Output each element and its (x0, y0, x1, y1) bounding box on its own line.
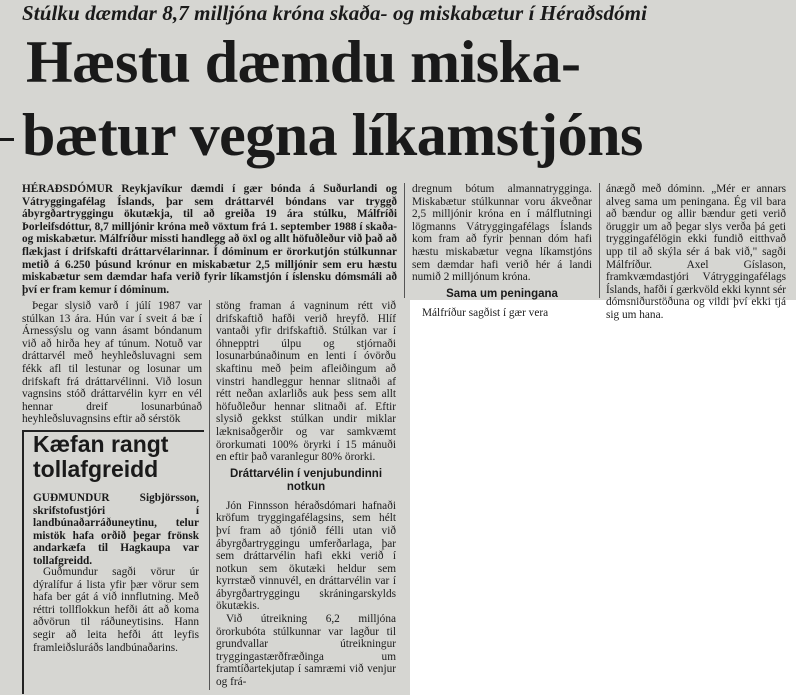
ingress-text: HÉRAÐSDÓMUR Reykjavíkur dæmdi í gær bónda á Suðurlandi og Vátryggingafélag Íslands, þar sem dráttarvél bóndans var tryggð ábyrgðartryggingu ökutækja, til að greiða 19 ára stúlku, Málfríði Þorleifsdóttur, 8,7 milljónir króna með vöxtum frá 1. september 1988 í skaða- og miskabætur. Málfríður missti handlegg að öxl og allt höfuðleður við það að flækjast í drifskafti dráttarvélarinnar. Í dóminum er örorkutjón stúlkunnar metið á 6.250 þúsund krónur en miskabætur 2,5 milljónir sem eru hæstu miskabætur sem dæmdar hafa verið fyrir líkamstjón í íslensku dómsmáli að því er fram kemur í dóminum. (22, 183, 397, 296)
ingress-paragraph (22, 183, 397, 296)
column-4-text: ánægð með dóminn. „Mér er annars alveg sama um peningana. Ég vil bara að bændur og allir bændur geti verið öruggir um að þegar slys verða þá geti tryggingafélögin ekki fundið eitthvað upp til að skýla sér á bak við," sagði Málfríður. Axel Gíslason, framkvæmdastjóri Vátryggingafélags Íslands, hafði í gærkvöld ekki kynnt sér dómsniðurstöðuna og vildi því ekki tjá sig um hana. (606, 183, 786, 321)
margin-dash (0, 138, 14, 141)
headline-line-2: bætur vegna líkamstjóns (22, 102, 643, 168)
kicker-headline: Stúlku dæmdar 8,7 milljóna króna skaða- og miskabætur í Héraðsdómi (22, 1, 648, 25)
headline-line-1: Hæstu dæmdu miska- (26, 29, 581, 95)
sidebar-title-line-1: Kæfan rangt (33, 431, 169, 457)
sidebar-body-text: Guðmundur sagði vörur úr dýralífur á lista yfir þær vörur sem hafa ber gát á við innflutning. Með réttri tollflokkun hefði átt að koma aðvörun til ráðuneytisins. Hann segir að leita hefði átt leyfis framleiðsluráðs landbúnaðarins. (33, 566, 199, 654)
sidebar-body (33, 566, 199, 654)
column-1 (22, 300, 202, 426)
column-rule-2 (404, 183, 405, 298)
column-2-text-c: Við útreikning 6,2 milljóna örorkubóta stúlkunnar var lagður til grundvallar útreikningur tryggingastærðfræðinga um framtíðartekjutap í samræmi við venjur og frá- (216, 613, 396, 689)
column-rule-3 (599, 183, 600, 298)
column-3-text: dregnum bótum almannatrygginga. Miskabætur stúlkunnar voru ákveðnar 2,5 milljónir króna en í málflutningi lögmanns Vátryggingafélags Íslands kom fram að fyrir þennan dóm hafi hæstu miskabætur vegna líkamstjóns sem dæmdar hafi verið hér á landi numið 2 milljónum króna. (412, 183, 592, 284)
column-1-text: Þegar slysið varð í júlí 1987 var stúlkan 13 ára. Hún var í sveit á bæ í Árnessýslu og vann ásamt bóndanum við að hirða hey af túnum. Notuð var dráttarvél með heyhleðsluvagni sem fékk afl til lestunar og losunar um drifskaft frá dráttarvélinni. Við losun vagnsins stóð dráttarvélin kyrr en vél hennar dreif losunarbúnað heyhleðsluvagnsins eftir að sérstök (22, 300, 202, 426)
column-rule-1 (209, 300, 210, 690)
sidebar-title-line-2: tollafgreidd (33, 456, 159, 482)
column-2-text-b: Jón Finnsson héraðsdómari hafnaði kröfum tryggingafélagsins, sem hélt því fram að tjónið félli utan við ábyrgðartryggingu umferðarlaga, þar sem dráttarvélin hafi ekki verið í notkun sem ökutæki heldur sem kyrrstæð vinnuvél, en dráttarvélin var í ábyrgðartryggingu skráningarskylds ökutækis. (216, 499, 396, 613)
column-2 (216, 300, 396, 689)
column-2-text: stöng framan á vagninum rétt við drifskaftið hafði verið hreyfð. Hlíf vantaði yfir drifskaftið. Stúlkan var í óhnepptri úlpu og stjórnaði losunarbúnaðinum en lenti í óvörðu skaftinu með þeim afleiðingum að vinstri handleggur hennar slitnaði af rétt neðan axlarliðs auk þess sem allt höfuðleður hennar slitnaði af. Eftir slysið gekkst stúlkan undir miklar læknisaðgerðir og var samkvæmt örorkumati 100% öryrki í 15 mánuði en eftir það varanlegur 80% örorki. (216, 300, 396, 464)
column-3 (412, 183, 592, 319)
column-3-subheading: Sama um peningana (446, 287, 558, 300)
sidebar-lead: GUÐMUNDUR Sigbjörsson, skrifstofustjóri í landbúnaðarráðuneytinu, telur mistök hafa orðið þegar frönsk andarkæfa til Hagkaupa var tollafgreidd. (33, 492, 199, 567)
column-4 (606, 183, 786, 322)
column-2-subheading: Dráttarvélin í venjubundinni notkun (229, 467, 383, 493)
column-3-text-b: Málfríður sagðist í gær vera (422, 306, 549, 319)
sidebar-title (33, 432, 203, 482)
